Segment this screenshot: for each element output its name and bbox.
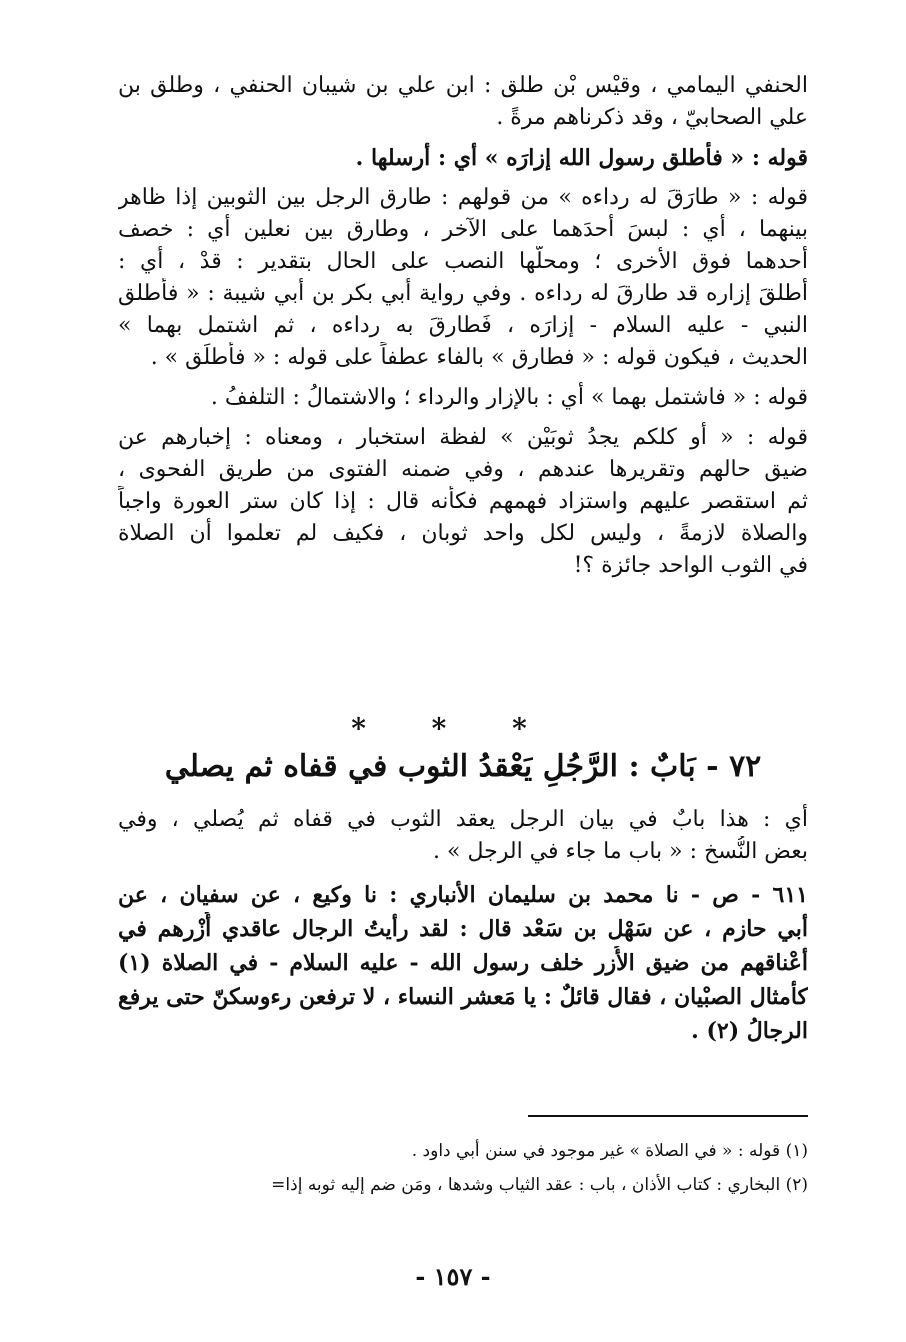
text-line: قوله : « فأطلق رسول الله إزارَه » أي : أرسلها .	[355, 145, 808, 171]
commentary-bottom	[118, 804, 808, 1048]
footnote-divider	[528, 1115, 808, 1117]
text-line: الحديث ، فيكون قوله : « فطارق » بالفاء عطفاً على قوله : « فأطلَق » .	[150, 345, 808, 370]
text-line: ضيق حالهم وتقريرها عندهم ، وفي ضمنه الفتوى من طريق الفحوى ،	[118, 457, 808, 482]
page-number: - ١٥٧ -	[415, 1262, 491, 1291]
hadith-line: أبي حازم ، عن سَهْل بن سَعْد قال : لقد رأيتُ الرجال عاقدي أُزْرهم في	[118, 916, 808, 942]
footnote-1: (١) قوله : « في الصلاة » غير موجود في سنن أبي داود .	[411, 1141, 808, 1161]
text-line: النبي - عليه السلام - إزارَه ، فَطارقَ به رداءه ، ثم اشتمل بهما »	[118, 313, 808, 338]
text-line: قوله : « طارَقَ له رداءه » من قولهم : طارق الرجل بين الثوبين إذا ظاهر	[118, 185, 808, 210]
commentary-top	[118, 70, 808, 582]
text-line: علي الصحابيّ ، وقد ذكرناهم مرةً .	[496, 105, 808, 130]
text-line: في الثوب الواحد جائزة ؟!	[573, 553, 808, 578]
text-line: أي : هذا بابٌ في بيان الرجل يعقد الثوب في قفاه ثم يُصلي ، وفي	[118, 807, 808, 832]
footnote-2: (٢) البخاري : كتاب الأذان ، باب : عقد الثياب وشدها ، ومَن ضم إليه ثوبه إذا=	[271, 1175, 808, 1195]
text-line: قوله : « فاشتمل بهما » أي : بالإزار والرداء ؛ والاشتمالُ : التلففُ .	[210, 385, 808, 410]
text-line: قوله : « أو كلكم يجدُ ثوبَيْن » لفظة استخبار ، ومعناه : إخبارهم عن	[118, 425, 808, 450]
text-line: أحدهما فوق الأخرى ؛ ومحلّها النصب على الحال بتقدير : قدْ ، أي :	[118, 249, 808, 274]
text-line: أطلقَ إزاره قد طارقَ له رداءه . وفي رواية أبي بكر بن أبي شيبة : « فأطلق	[118, 281, 808, 306]
hadith-line: كأمثال الصبْيان ، فقال قائلٌ : يا مَعشر النساء ، لا ترفعن رءوسكنّ حتى يرفع	[118, 984, 808, 1010]
text-line: بعض النُّسخ : « باب ما جاء في الرجل » .	[433, 839, 808, 864]
hadith-line: الرجالُ (٢) .	[691, 1018, 808, 1044]
chapter-title: ٧٢ - بَابٌ : الرَّجُلِ يَعْقدُ الثوب في قفاه ثم يصلي	[164, 749, 762, 784]
text-line: والصلاة لازمةً ، وليس لكل واحد ثوبان ، فكيف لم تعلموا أن الصلاة	[118, 521, 808, 546]
section-separator: * * *	[351, 712, 555, 745]
text-line: الحنفي اليمامي ، وقيْس بْن طلق : ابن علي بن شيبان الحنفي ، وطلق بن	[118, 73, 808, 98]
text-line: ثم استقصر عليهم واستزاد فهمهم فكأنه قال : إذا كان ستر العورة واجباً	[118, 489, 808, 514]
hadith-line: ٦١١ - ص - نا محمد بن سليمان الأنباري : نا وكيع ، عن سفيان ، عن	[118, 882, 808, 908]
footnotes	[118, 1134, 808, 1202]
text-line: بينهما ، أي : لبسَ أحدَهما على الآخر ، وطارق بين نعلين أي : خصف	[118, 217, 808, 242]
hadith-line: أعْناقهم من ضيق الأُزر خلف رسول الله - عليه السلام - في الصلاة (١)	[118, 950, 808, 976]
